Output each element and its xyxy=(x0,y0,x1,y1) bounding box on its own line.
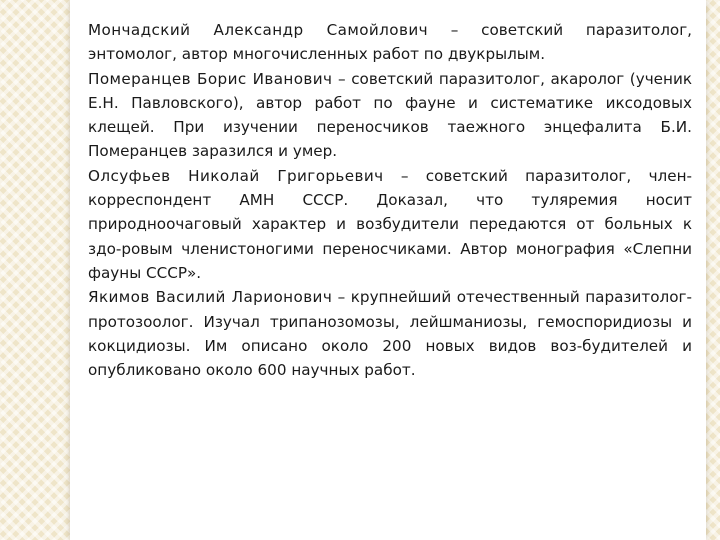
biography-description: – советский паразитолог, акаролог (ученик Е.Н. Павловского), автор работ по фауне и систематике иксодовых клещей. При изучении переносчиков таежного энцефалита Б.И. Померанцев заразился и умер. xyxy=(88,69,692,161)
person-name: Олсуфьев Николай Григорьевич xyxy=(88,166,384,185)
biography-entry-olsufiev xyxy=(88,164,692,285)
decorative-right-border xyxy=(706,0,720,540)
person-name: Померанцев Борис Иванович xyxy=(88,69,333,88)
decorative-left-border xyxy=(0,0,70,540)
biography-description: – советский паразитолог, энтомолог, автор многочисленных работ по двукрылым. xyxy=(88,21,693,64)
person-name: Якимов Василий Ларионович xyxy=(88,288,333,307)
person-name: Мончадский Александр Самойлович xyxy=(88,21,428,39)
biography-entry-monchadsky xyxy=(88,18,692,67)
biography-entry-pomerantsev xyxy=(88,67,692,164)
biography-entry-yakimov xyxy=(88,285,692,382)
content-panel xyxy=(70,0,706,540)
biography-text-block xyxy=(88,18,692,382)
biography-description: – крупнейший отечественный паразитолог-протозоолог. Изучал трипанозомозы, лейшманиозы, гемоспоридиозы и кокцидиозы. Им описано около 200 новых видов воз-будителей и опубликовано около 600 научных работ. xyxy=(88,288,692,380)
biography-description: – советский паразитолог, член-корреспондент АМН СССР. Доказал, что туляремия носит природноочаговый характер и возбудители передаются от больных к здо-ровым членистоногими переносчиками. Автор монография «Слепни фауны СССР». xyxy=(88,166,692,282)
